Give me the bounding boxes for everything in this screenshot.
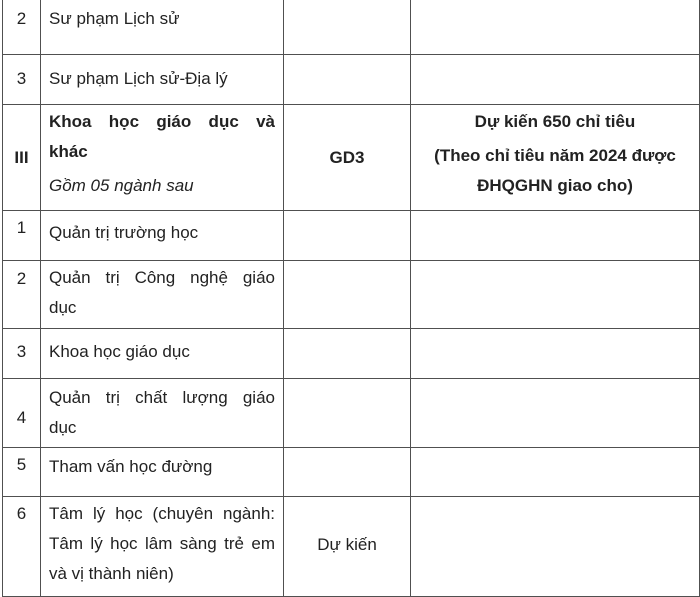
- section-title-line2: khác: [49, 142, 88, 161]
- row-index: 2: [3, 0, 41, 55]
- row-code: Dự kiến: [284, 497, 411, 597]
- row-code: [284, 379, 411, 448]
- row-major-name: [41, 379, 284, 448]
- row-note: [411, 55, 700, 105]
- row-major-name: Sư phạm Lịch sử-Địa lý: [41, 55, 284, 105]
- section-subtitle: Gồm 05 ngành sau: [49, 176, 194, 195]
- row-index: 1: [3, 211, 41, 261]
- section-header-row: [3, 105, 700, 211]
- row-code: [284, 329, 411, 379]
- row-major-name-line3: và vị thành niên): [49, 564, 174, 583]
- row-code: [284, 448, 411, 497]
- row-major-name: [41, 261, 284, 329]
- row-major-name-line1: Quản trị Công nghệ giáo: [49, 268, 275, 287]
- row-major-name: Sư phạm Lịch sử: [41, 0, 284, 55]
- row-note: [411, 329, 700, 379]
- table-row: [3, 379, 700, 448]
- section-title-line1: Khoa học giáo dục và: [49, 112, 275, 131]
- majors-table: [2, 0, 700, 597]
- row-major-name: [41, 497, 284, 597]
- row-note: [411, 448, 700, 497]
- row-note: [411, 379, 700, 448]
- row-major-name-line2: Tâm lý học lâm sàng trẻ em: [49, 534, 275, 553]
- table-row: [3, 497, 700, 597]
- row-index: 5: [3, 448, 41, 497]
- row-code: [284, 0, 411, 55]
- row-index: 3: [3, 329, 41, 379]
- row-major-name-line2: dục: [49, 418, 77, 437]
- section-code: GD3: [284, 105, 411, 211]
- row-index: 6: [3, 497, 41, 597]
- quota-line3: ĐHQGHN giao cho): [477, 176, 633, 195]
- row-note: [411, 0, 700, 55]
- row-major-name: Quản trị trường học: [41, 211, 284, 261]
- row-code: [284, 55, 411, 105]
- row-note: [411, 211, 700, 261]
- row-major-name: Khoa học giáo dục: [41, 329, 284, 379]
- table-row: [3, 329, 700, 379]
- row-major-name-line2: dục: [49, 298, 77, 317]
- table-row: [3, 55, 700, 105]
- table-row: [3, 211, 700, 261]
- row-index: 3: [3, 55, 41, 105]
- row-index: 4: [3, 379, 41, 448]
- row-note: [411, 261, 700, 329]
- row-note: [411, 497, 700, 597]
- section-title-cell: [41, 105, 284, 211]
- row-major-name-line1: Quản trị chất lượng giáo: [49, 388, 275, 407]
- table-row: [3, 0, 700, 55]
- table-row: [3, 261, 700, 329]
- section-index: III: [3, 105, 41, 211]
- quota-line1: Dự kiến 650 chỉ tiêu: [474, 112, 636, 131]
- row-major-name-line1: Tâm lý học (chuyên ngành:: [49, 504, 275, 523]
- row-major-name: Tham vấn học đường: [41, 448, 284, 497]
- row-code: [284, 261, 411, 329]
- row-code: [284, 211, 411, 261]
- section-quota-note: [411, 105, 700, 211]
- quota-line2: (Theo chỉ tiêu năm 2024 được: [434, 146, 676, 165]
- row-index: 2: [3, 261, 41, 329]
- table-row: [3, 448, 700, 497]
